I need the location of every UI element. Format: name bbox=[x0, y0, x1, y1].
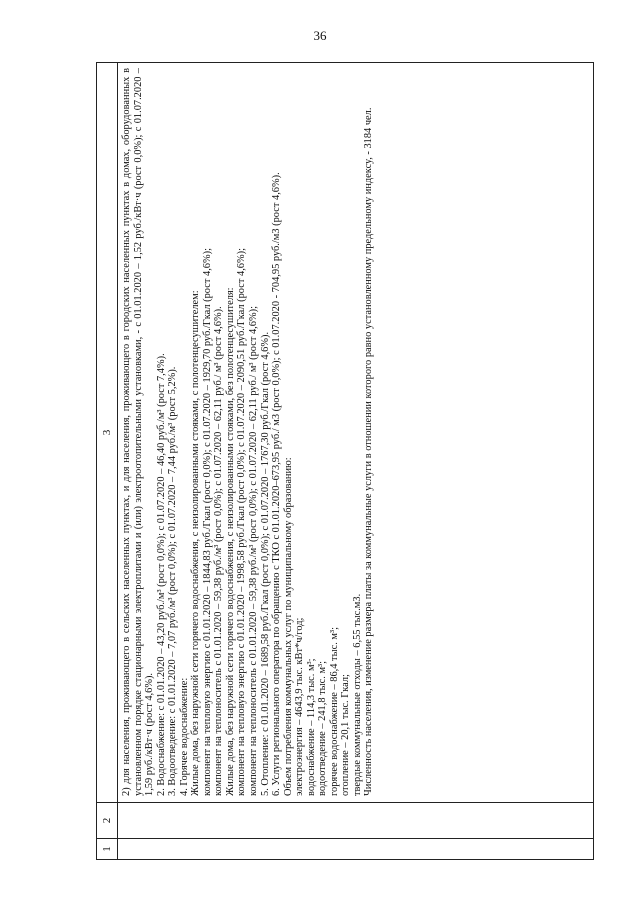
text-line: горячее водоснабжение – 86,4 тыс. м³; bbox=[328, 627, 340, 796]
text-line: компонент на тепловую энергию с 01.01.2020 – 1998,58 руб./Гкал (рост 0,0%); с 01.07.2020 – 2090,51 руб./Гкал (рост 4,6%); bbox=[236, 248, 248, 796]
text-line: Объем потребления коммунальных услуг по муниципальному образованию: bbox=[282, 457, 294, 796]
cell-col-1 bbox=[118, 839, 594, 860]
text-line: водоснабжение – 114,3 тыс. м³; bbox=[305, 658, 317, 796]
text-line: 5. Отопление: с 01.01.2020 – 1689,58 руб./Гкал (рост 0,0%); с 01.07.2020 – 1767,30 руб./Гкал (рост 4,6%). bbox=[259, 331, 271, 796]
header-col-1: 1 bbox=[97, 839, 118, 860]
cell-col-2 bbox=[118, 803, 594, 839]
text-line: компонент на теплоноситель с 01.01.2020 – 59,38 руб./м³ (рост 0,0%); с 01.07.2020 – 62,11 руб./ м³ (рост 4,6%). bbox=[213, 306, 225, 796]
text-line: 3. Водоотведение: с 01.01.2020 – 7,07 руб./м³ (рост 0,0%); с 01.07.2020 – 7,44 руб./м³ (рост 5,2%). bbox=[167, 366, 179, 796]
text-line: 2) для населения, проживающего в сельских населенных пунктах, и для населения, проживающего в городских населенных пунктах в домах, оборудованных в установленном порядке стационарными электроплитами и (или) электроотопительными установками, - с 01.01.2020 – 1,52 руб./кВт·ч (рост 0,0%); с 01.07.2020 – 1,59 руб./кВт·ч (рост 4,6%). bbox=[121, 68, 156, 796]
text-line: водоотведение – 241,8 тыс. м³; bbox=[317, 660, 329, 796]
header-col-3: 3 bbox=[97, 63, 118, 803]
text-line: компонент на тепловую энергию с 01.01.2020 – 1844,83 руб./Гкал (рост 0,0%); с 01.07.2020 – 1929,70 руб./Гкал (рост 4,6%); bbox=[201, 248, 213, 796]
header-col-2: 2 bbox=[97, 803, 118, 839]
text-line: 6. Услуги регионального оператора по обращению с ТКО с 01.01.2020–673,95 руб./ м3 (рост 0,0%); с 01.07.2020 - 704,95 руб./м3 (рост 4,6%). bbox=[271, 172, 283, 796]
table-header-row bbox=[97, 63, 118, 860]
page-number: 36 bbox=[313, 28, 327, 43]
data-table bbox=[96, 62, 594, 860]
text-line: Жилые дома, без наружной сети горячего водоснабжения, с неизолированными стояками, без полотенцесушителя: bbox=[224, 287, 236, 796]
text-line: Жилые дома, без наружной сети горячего водоснабжения, с неизолированными стояками, с полотенцесушителем: bbox=[190, 290, 202, 796]
rotated-table-container bbox=[96, 62, 594, 860]
text-line: 4. Горячее водоснабжение: bbox=[178, 677, 190, 796]
text-line: твердые коммунальные отходы – 6,55 тыс.м3. bbox=[351, 593, 363, 796]
text-line: компонент на теплоноситель с 01.01.2020 – 59,38 руб./м³ (рост 0,0%); с 01.07.2020 – 62,11 руб./ м³ (рост 4,6%); bbox=[248, 306, 260, 796]
text-line: Численность населения, изменение размера платы за коммунальные услуги в отношении которого равно установленному предельному индексу, - 3184 чел. bbox=[363, 107, 375, 796]
table-row bbox=[118, 63, 594, 860]
text-line: отопление – 20,1 тыс. Гкал; bbox=[340, 674, 352, 796]
text-line: электроэнергия – 4643,9 тыс. кВт*ч/год; bbox=[294, 617, 306, 796]
text-line: 2. Водоснабжение: с 01.01.2020 – 43,20 руб./м³ (рост 0,0%); с 01.07.2020 – 46,40 руб./м³ (рост 7,4%). bbox=[155, 353, 167, 796]
cell-col-3 bbox=[118, 63, 594, 803]
